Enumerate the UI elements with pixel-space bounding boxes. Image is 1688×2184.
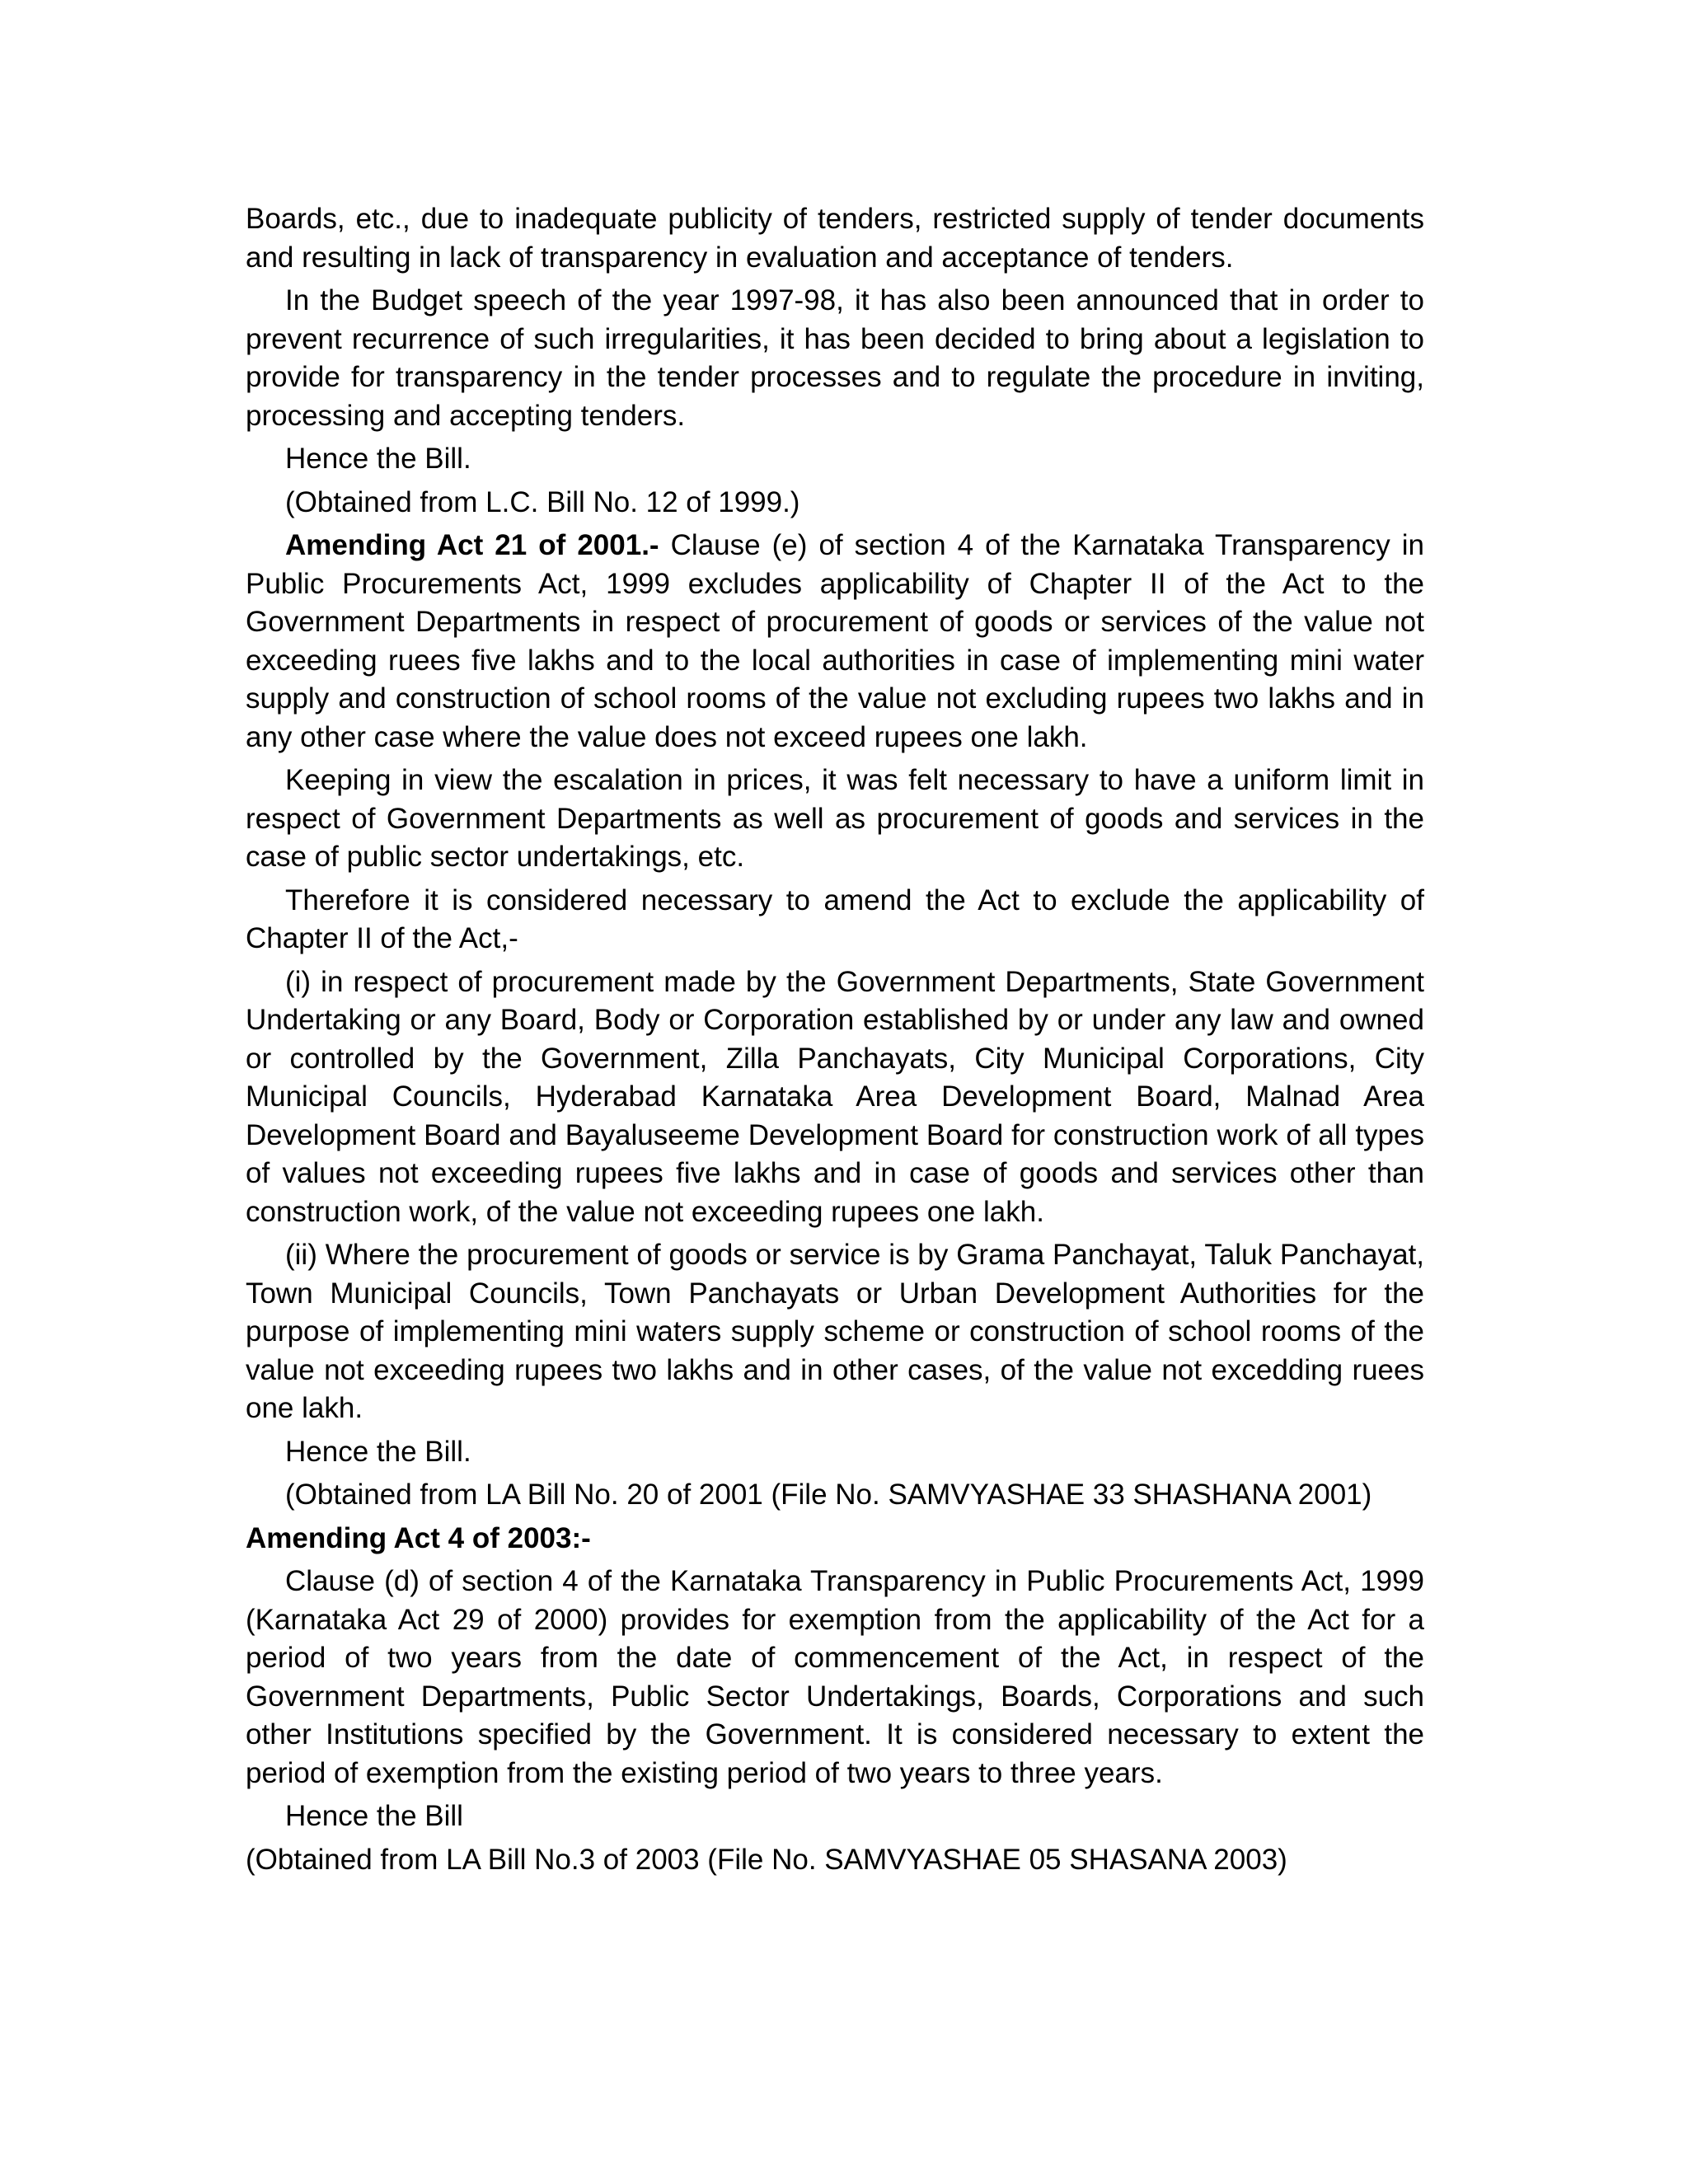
obtained-from-la-bill-3: (Obtained from LA Bill No.3 of 2003 (File No. SAMVYASHAE 05 SHASANA 2003) (246, 1843, 1287, 1876)
paragraph-escalation-prices: Keeping in view the escalation in prices, it was felt necessary to have a uniform limit in respect of Government Departments as well as procurement of goods and services in the case of public sector undertakings, etc. (246, 764, 1424, 873)
paragraph-clause-d: Clause (d) of section 4 of the Karnataka Transparency in Public Procurements Act, 1999 (Karnataka Act 29 of 2000) provides for exemption from the applicability of the Act for a period of two years from the date of commencement of the Act, in respect of the Government Departments, Public Sector Undertakings, Boards, Corporations and such other Institutions specified by the Government. It is considered necessary to extent the period of exemption from the existing period of two years to three years. (246, 1565, 1424, 1789)
obtained-from-lc-bill: (Obtained from L.C. Bill No. 12 of 1999.) (285, 485, 800, 518)
paragraph-clause-i: (i) in respect of procurement made by the Government Departments, State Government Undertaking or any Board, Body or Corporation established by or under any law and owned or controlled by the Government, Zilla Panchayats, City Municipal Corporations, City Municipal Councils, Hyderabad Karnataka Area Development Board, Malnad Area Development Board and Bayaluseeme Development Board for construction work of all types of values not exceeding rupees five lakhs and in case of goods and services other than construction work, of the value not exceeding rupees one lakh. (246, 965, 1424, 1228)
amending-act-21-heading: Amending Act 21 of 2001.- (285, 529, 659, 561)
amending-act-21-text: Clause (e) of section 4 of the Karnataka Transparency in Public Procurements Act, 1999 excludes applicability of Chapter II of the Act to the Government Departments in respect of procurement of goods or services of the value not exceeding ruees five lakhs and to the local authorities in case of implementing mini water supply and construction of school rooms of the value not excluding rupees two lakhs and in any other case where the value does not exceed rupees one lakh. (246, 529, 1424, 753)
paragraph-boards-continuation: Boards, etc., due to inadequate publicity of tenders, restricted supply of tender documents and resulting in lack of transparency in evaluation and acceptance of tenders. (246, 203, 1424, 274)
paragraph-budget-speech: In the Budget speech of the year 1997-98, it has also been announced that in order to prevent recurrence of such irregularities, it has been decided to bring about a legislation to provide for transparency in the tender processes and to regulate the procedure in inviting, processing and accepting tenders. (246, 284, 1424, 432)
amending-act-4-heading: Amending Act 4 of 2003:- (246, 1521, 591, 1554)
hence-the-bill-2: Hence the Bill. (285, 1435, 471, 1468)
document-page (246, 200, 1424, 1884)
hence-the-bill-1: Hence the Bill. (285, 443, 471, 475)
paragraph-amending-act-21 (246, 527, 1424, 757)
hence-the-bill-3: Hence the Bill (285, 1800, 463, 1832)
paragraph-therefore: Therefore it is considered necessary to amend the Act to exclude the applicability of Chapter II of the Act,- (246, 883, 1424, 954)
paragraph-clause-ii: (ii) Where the procurement of goods or service is by Grama Panchayat, Taluk Panchayat, Town Municipal Councils, Town Panchayats or Urban Development Authorities for the purpose of implementing mini waters supply scheme or construction of school rooms of the value not exceeding rupees two lakhs and in other cases, of the value not excedding ruees one lakh. (246, 1239, 1424, 1424)
obtained-from-la-bill-20: (Obtained from LA Bill No. 20 of 2001 (File No. SAMVYASHAE 33 SHASHANA 2001) (285, 1479, 1372, 1511)
